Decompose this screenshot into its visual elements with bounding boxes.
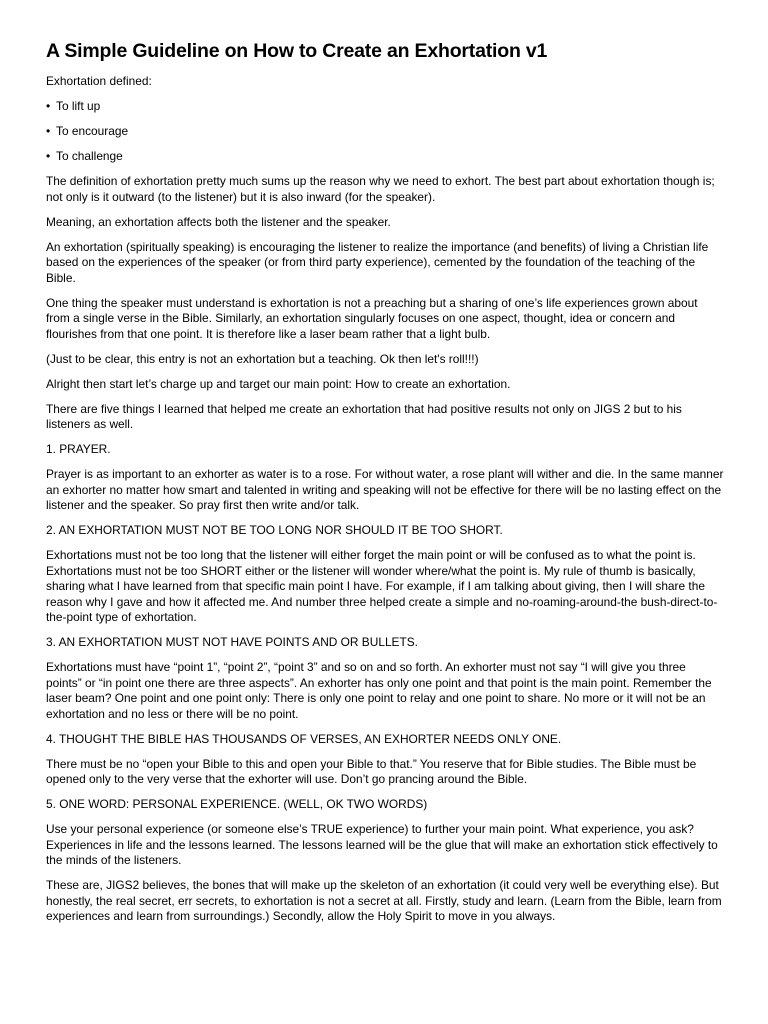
paragraph-speaker-understanding: One thing the speaker must understand is exhortation is not a preaching but a sharing of one’s life experiences grown about from a single verse in the Bible. Similarly, an exhortation singularly focuses on one aspect, thought, idea or concern and flourishes from that one point. It is therefore like a laser beam rather that a light bulb.: [46, 295, 698, 341]
paragraph-meaning: Meaning, an exhortation affects both the listener and the speaker.: [46, 214, 391, 229]
document-title: A Simple Guideline on How to Create an Exhortation v1: [46, 40, 548, 62]
section-body-personal-experience: Use your personal experience (or someone else’s TRUE experience) to further your main point. What experience, you ask? Experiences in life and the lessons learned. The lessons learned will be the glue that will make an exhortation stick effectively to the minds of the listeners.: [46, 822, 718, 867]
paragraph-clarification: (Just to be clear, this entry is not an exhortation but a teaching. Ok then let's roll!!!): [46, 351, 479, 366]
paragraph-definition-summary: The definition of exhortation pretty much sums up the reason why we need to exhort. The best part about exhortation though is; not only is it outward (to the listener) but it is also inward (for the speaker).: [46, 174, 715, 204]
paragraph-five-things: There are five things I learned that helped me create an exhortation that had positive results not only on JIGS 2 but to his listeners as well.: [46, 401, 682, 431]
section-heading-prayer: 1. PRAYER.: [46, 442, 111, 456]
section-body-length: Exhortations must not be too long that the listener will either forget the main point or will be confused as to what the point is. Exhortations must not be too SHORT either or the listener will wonder where/what the point is. My rule of thumb is basically, sharing what I have learned from that specific main point I have. For example, if I am talking about giving, then I will share the reason why I gave and how it affected me. And number three helped create a simple and no-roaming-around-the bush-direct-to-the-point type of exhortation.: [46, 548, 718, 624]
section-body-one-verse: There must be no “open your Bible to this and open your Bible to that.” You reserve that for Bible studies. The Bible must be opened only to the very verse that the exhorter will use. Don’t go prancing around the Bible.: [46, 756, 697, 786]
section-heading-length: 2. AN EXHORTATION MUST NOT BE TOO LONG NOR SHOULD IT BE TOO SHORT.: [46, 523, 503, 537]
bullet-item: [46, 149, 724, 165]
bullet-text: To challenge: [56, 149, 123, 163]
definition-label: Exhortation defined:: [46, 74, 152, 88]
bullet-item: [46, 124, 724, 140]
bullet-dot: •: [46, 149, 51, 163]
bullet-dot: •: [46, 124, 51, 138]
bullet-text: To lift up: [56, 99, 101, 113]
section-body-prayer: Prayer is as important to an exhorter as water is to a rose. For without water, a rose plant will wither and die. In the same manner an exhorter no matter how smart and talented in writing and speaking will not be effective for there will be no lasting effect on the listener and the speaker. So pray first then write and/or talk.: [46, 467, 724, 512]
closing-paragraph: These are, JIGS2 believes, the bones that will make up the skeleton of an exhortation (it could very well be everything else). But honestly, the real secret, err secrets, to exhortation is not a secret at all. Firstly, study and learn. (Learn from the Bible, learn from experiences and learn from surroundings.) Secondly, allow the Holy Spirit to move in you always.: [46, 878, 722, 923]
paragraph-charge-up: Alright then start let’s charge up and target our main point: How to create an exhortation.: [46, 376, 511, 391]
paragraph-spiritual-definition: An exhortation (spiritually speaking) is encouraging the listener to realize the importance (and benefits) of living a Christian life based on the experiences of the speaker (or from third party experience), cemented by the foundation of the teaching of the Bible.: [46, 239, 709, 285]
bullet-item: [46, 99, 724, 115]
section-heading-personal-experience: 5. ONE WORD: PERSONAL EXPERIENCE. (WELL, OK TWO WORDS): [46, 797, 428, 811]
section-heading-one-verse: 4. THOUGHT THE BIBLE HAS THOUSANDS OF VERSES, AN EXHORTER NEEDS ONLY ONE.: [46, 731, 562, 746]
section-heading-no-points: 3. AN EXHORTATION MUST NOT HAVE POINTS AND OR BULLETS.: [46, 635, 418, 649]
bullet-text: To encourage: [56, 124, 129, 138]
section-body-no-points: Exhortations must have “point 1”, “point 2”, “point 3” and so on and so forth. An exhorter must not say “I will give you three points” or “in point one there are three aspects”. An exhorter has only one point and that point is the main point. Remember the laser beam? One point and one point only: There is only one point to relay and one point to share. No more or it will not be an exhortation and no less or there will be no point.: [46, 660, 712, 721]
bullet-dot: •: [46, 99, 51, 113]
